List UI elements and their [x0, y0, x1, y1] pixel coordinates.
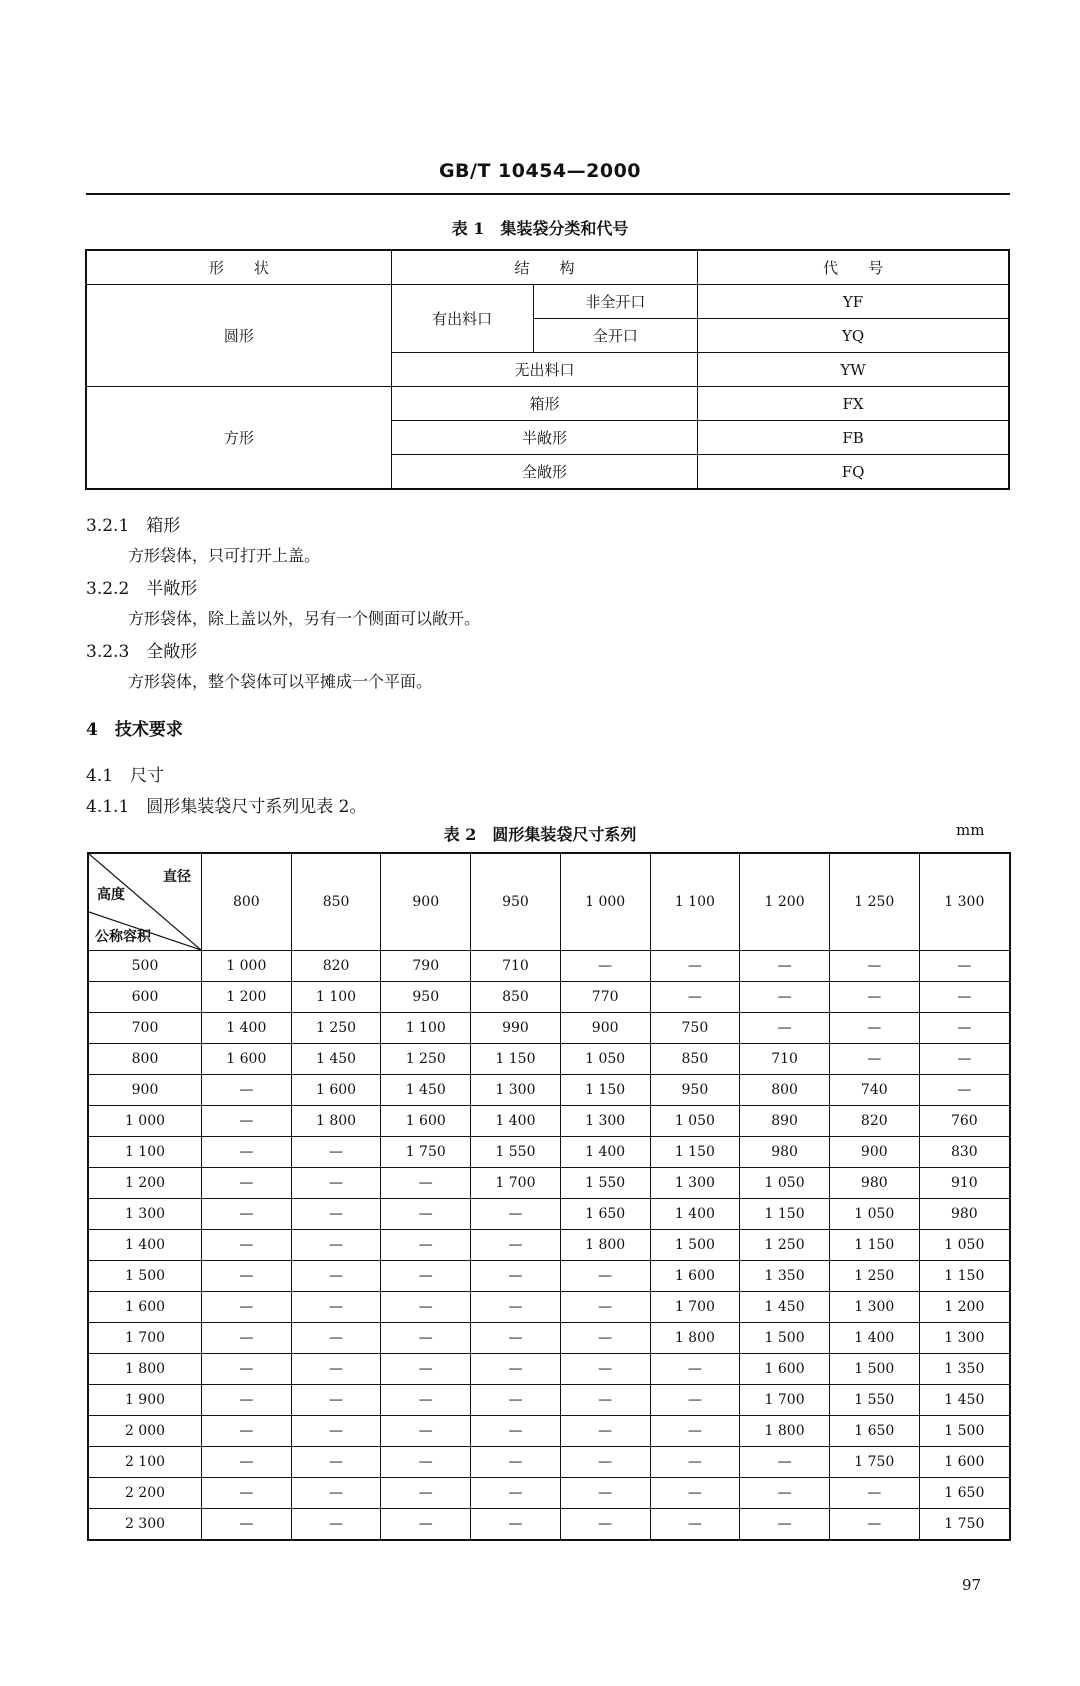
diameter-header: 850 [291, 853, 381, 951]
height-cell: — [560, 951, 650, 982]
section-3-2-3-text: 方形袋体，整个袋体可以平摊成一个平面。 [128, 672, 433, 691]
height-cell: 1 800 [650, 1323, 740, 1354]
height-cell: 1 250 [381, 1044, 471, 1075]
height-cell: — [202, 1354, 292, 1385]
height-cell: — [829, 1013, 919, 1044]
diameter-header: 950 [471, 853, 561, 951]
table-row [88, 1137, 1010, 1168]
table-row [88, 1385, 1010, 1416]
capacity-cell: 1 300 [88, 1199, 202, 1230]
height-cell: 1 650 [919, 1478, 1010, 1509]
height-cell: — [202, 1416, 292, 1447]
height-cell: 820 [829, 1106, 919, 1137]
height-cell: — [650, 1509, 740, 1541]
section-4-1-1-text: 4.1.1 圆形集装袋尺寸系列见表 2。 [86, 797, 367, 817]
height-cell: — [829, 1509, 919, 1541]
height-cell: 1 050 [919, 1230, 1010, 1261]
section-3-2-1-title: 3.2.1 箱形 [86, 516, 181, 536]
capacity-cell: 1 000 [88, 1106, 202, 1137]
structure-with-outlet: 有出料口 [391, 285, 533, 353]
height-cell: 1 600 [650, 1261, 740, 1292]
diameter-label: 直径 [163, 869, 191, 885]
height-cell: — [291, 1478, 381, 1509]
height-cell: — [381, 1478, 471, 1509]
height-cell: — [650, 1385, 740, 1416]
height-cell: — [560, 1447, 650, 1478]
height-cell: 790 [381, 951, 471, 982]
capacity-cell: 1 400 [88, 1230, 202, 1261]
table-row [88, 1013, 1010, 1044]
table-row [88, 1509, 1010, 1541]
height-cell: 850 [650, 1044, 740, 1075]
height-cell: 1 200 [202, 982, 292, 1013]
height-cell: 1 050 [829, 1199, 919, 1230]
height-cell: 1 050 [740, 1168, 830, 1199]
height-cell: 1 400 [202, 1013, 292, 1044]
height-cell: 740 [829, 1075, 919, 1106]
height-cell: — [202, 1478, 292, 1509]
capacity-cell: 600 [88, 982, 202, 1013]
classification-table [85, 249, 1010, 490]
table-row [88, 1168, 1010, 1199]
height-cell: 1 050 [650, 1106, 740, 1137]
section-4-title: 4 技术要求 [86, 720, 183, 740]
table-row [88, 1261, 1010, 1292]
height-cell: — [829, 1478, 919, 1509]
height-cell: — [740, 1509, 830, 1541]
table-row [88, 1292, 1010, 1323]
height-cell: 1 650 [829, 1416, 919, 1447]
height-cell: — [291, 1168, 381, 1199]
table2-caption: 表 2 圆形集装袋尺寸系列 [443, 825, 637, 844]
height-cell: — [291, 1261, 381, 1292]
height-cell: 1 450 [291, 1044, 381, 1075]
table-row [88, 1075, 1010, 1106]
table-row [88, 1323, 1010, 1354]
diameter-header: 1 000 [560, 853, 650, 951]
section-3-2-1-text: 方形袋体，只可打开上盖。 [128, 546, 321, 565]
height-cell: — [291, 1447, 381, 1478]
height-cell: 1 750 [829, 1447, 919, 1478]
height-cell: — [829, 951, 919, 982]
capacity-cell: 900 [88, 1075, 202, 1106]
table2-unit: mm [956, 821, 985, 839]
table-row [86, 250, 1009, 285]
height-cell: 1 550 [829, 1385, 919, 1416]
diameter-header: 800 [202, 853, 292, 951]
height-cell: 1 700 [471, 1168, 561, 1199]
height-cell: 980 [740, 1137, 830, 1168]
height-cell: 900 [560, 1013, 650, 1044]
structure-full-open-square: 全敞形 [391, 455, 697, 490]
height-cell: 770 [560, 982, 650, 1013]
diameter-header: 1 200 [740, 853, 830, 951]
height-cell: — [381, 1416, 471, 1447]
height-cell: 1 150 [919, 1261, 1010, 1292]
height-cell: 1 050 [560, 1044, 650, 1075]
height-cell: — [829, 1044, 919, 1075]
height-cell: — [650, 982, 740, 1013]
height-cell: — [471, 1292, 561, 1323]
height-cell: — [919, 982, 1010, 1013]
height-cell: — [471, 1416, 561, 1447]
height-cell: 1 800 [291, 1106, 381, 1137]
height-cell: 1 350 [919, 1354, 1010, 1385]
structure-no-outlet: 无出料口 [391, 353, 697, 387]
height-cell: 1 400 [471, 1106, 561, 1137]
height-cell: — [291, 1416, 381, 1447]
height-cell: 1 250 [740, 1230, 830, 1261]
header-code: 代 号 [698, 250, 1009, 285]
capacity-cell: 700 [88, 1013, 202, 1044]
capacity-cell: 1 200 [88, 1168, 202, 1199]
table-header-row [88, 853, 1010, 951]
height-cell: — [202, 1199, 292, 1230]
table-row [88, 1416, 1010, 1447]
height-cell: — [471, 1230, 561, 1261]
height-cell: — [381, 1447, 471, 1478]
height-cell: 1 400 [650, 1199, 740, 1230]
height-cell: — [202, 1075, 292, 1106]
height-cell: — [560, 1354, 650, 1385]
height-cell: — [202, 1106, 292, 1137]
height-cell: 1 800 [560, 1230, 650, 1261]
capacity-cell: 1 600 [88, 1292, 202, 1323]
code-fq: FQ [698, 455, 1009, 490]
code-yw: YW [698, 353, 1009, 387]
height-cell: — [650, 1478, 740, 1509]
height-cell: — [919, 1044, 1010, 1075]
height-cell: — [650, 1354, 740, 1385]
height-cell: 1 150 [740, 1199, 830, 1230]
section-3-2-3-title: 3.2.3 全敞形 [86, 642, 198, 662]
height-cell: 1 800 [740, 1416, 830, 1447]
height-cell: 1 550 [471, 1137, 561, 1168]
height-cell: 710 [740, 1044, 830, 1075]
capacity-cell: 2 200 [88, 1478, 202, 1509]
height-cell: — [291, 1199, 381, 1230]
height-label: 高度 [97, 887, 125, 903]
height-cell: 1 150 [560, 1075, 650, 1106]
height-cell: — [381, 1385, 471, 1416]
height-cell: — [471, 1447, 561, 1478]
height-cell: — [291, 1385, 381, 1416]
height-cell: — [919, 951, 1010, 982]
table-row [88, 1106, 1010, 1137]
height-cell: 750 [650, 1013, 740, 1044]
capacity-cell: 500 [88, 951, 202, 982]
height-cell: 1 300 [919, 1323, 1010, 1354]
height-cell: 1 450 [919, 1385, 1010, 1416]
height-cell: 830 [919, 1137, 1010, 1168]
height-cell: — [919, 1075, 1010, 1106]
height-cell: — [291, 1230, 381, 1261]
height-cell: — [381, 1230, 471, 1261]
height-cell: 1 750 [381, 1137, 471, 1168]
header-rule [86, 193, 1010, 195]
table-row [88, 1044, 1010, 1075]
height-cell: 950 [381, 982, 471, 1013]
table-row [88, 1354, 1010, 1385]
height-cell: 1 450 [381, 1075, 471, 1106]
height-cell: 800 [740, 1075, 830, 1106]
height-cell: 1 000 [202, 951, 292, 982]
diameter-header: 1 100 [650, 853, 740, 951]
code-yf: YF [698, 285, 1009, 319]
height-cell: — [381, 1323, 471, 1354]
height-cell: 1 100 [291, 982, 381, 1013]
height-cell: 710 [471, 951, 561, 982]
height-cell: — [202, 1261, 292, 1292]
height-cell: 980 [829, 1168, 919, 1199]
height-cell: — [202, 1230, 292, 1261]
capacity-cell: 1 900 [88, 1385, 202, 1416]
capacity-cell: 2 300 [88, 1509, 202, 1541]
height-cell: 1 150 [471, 1044, 561, 1075]
height-cell: 1 600 [291, 1075, 381, 1106]
height-cell: — [650, 1416, 740, 1447]
table1-caption: 表 1 集装袋分类和代号 [451, 219, 629, 238]
height-cell: — [202, 1323, 292, 1354]
height-cell: — [471, 1323, 561, 1354]
shape-round: 圆形 [86, 285, 391, 387]
section-3-2-2-text: 方形袋体，除上盖以外，另有一个侧面可以敞开。 [128, 609, 481, 628]
capacity-cell: 1 700 [88, 1323, 202, 1354]
height-cell: — [471, 1385, 561, 1416]
shape-square: 方形 [86, 387, 391, 490]
capacity-cell: 1 500 [88, 1261, 202, 1292]
height-cell: 1 300 [829, 1292, 919, 1323]
height-cell: — [291, 1137, 381, 1168]
height-cell: 1 150 [650, 1137, 740, 1168]
table-row [86, 387, 1009, 421]
height-cell: 950 [650, 1075, 740, 1106]
height-cell: — [471, 1199, 561, 1230]
height-cell: 1 500 [829, 1354, 919, 1385]
table-row [88, 1199, 1010, 1230]
height-cell: — [650, 1447, 740, 1478]
page-number: 97 [962, 1576, 982, 1594]
height-cell: 900 [829, 1137, 919, 1168]
height-cell: 820 [291, 951, 381, 982]
height-cell: — [291, 1354, 381, 1385]
height-cell: 1 250 [291, 1013, 381, 1044]
height-cell: 1 700 [650, 1292, 740, 1323]
capacity-cell: 1 800 [88, 1354, 202, 1385]
height-cell: 1 300 [560, 1106, 650, 1137]
height-cell: — [202, 1509, 292, 1541]
table-row [88, 1447, 1010, 1478]
height-cell: 1 300 [471, 1075, 561, 1106]
height-cell: 1 600 [919, 1447, 1010, 1478]
height-cell: 1 150 [829, 1230, 919, 1261]
height-cell: 1 600 [202, 1044, 292, 1075]
height-cell: 1 750 [919, 1509, 1010, 1541]
height-cell: 1 400 [560, 1137, 650, 1168]
height-cell: — [829, 982, 919, 1013]
height-cell: — [740, 1478, 830, 1509]
height-cell: 980 [919, 1199, 1010, 1230]
table-row [86, 285, 1009, 319]
code-fb: FB [698, 421, 1009, 455]
code-fx: FX [698, 387, 1009, 421]
diameter-header: 1 300 [919, 853, 1010, 951]
structure-semi-open: 半敞形 [391, 421, 697, 455]
height-cell: — [560, 1416, 650, 1447]
height-cell: — [381, 1509, 471, 1541]
height-cell: 1 500 [919, 1416, 1010, 1447]
standard-code: GB/T 10454—2000 [438, 160, 642, 182]
diameter-header: 900 [381, 853, 471, 951]
height-cell: 910 [919, 1168, 1010, 1199]
section-3-2-2-title: 3.2.2 半敞形 [86, 579, 198, 599]
capacity-cell: 2 000 [88, 1416, 202, 1447]
height-cell: — [291, 1509, 381, 1541]
table-row [88, 1230, 1010, 1261]
height-cell: 1 600 [740, 1354, 830, 1385]
height-cell: 890 [740, 1106, 830, 1137]
diameter-header: 1 250 [829, 853, 919, 951]
height-cell: — [560, 1478, 650, 1509]
capacity-label: 公称容积 [95, 929, 151, 945]
height-cell: 1 350 [740, 1261, 830, 1292]
height-cell: 1 400 [829, 1323, 919, 1354]
capacity-cell: 2 100 [88, 1447, 202, 1478]
height-cell: 1 550 [560, 1168, 650, 1199]
height-cell: — [202, 1292, 292, 1323]
height-cell: 1 500 [740, 1323, 830, 1354]
height-cell: 1 250 [829, 1261, 919, 1292]
height-cell: — [650, 951, 740, 982]
height-cell: — [560, 1261, 650, 1292]
height-cell: 1 450 [740, 1292, 830, 1323]
height-cell: — [202, 1168, 292, 1199]
height-cell: — [919, 1013, 1010, 1044]
height-cell: — [471, 1261, 561, 1292]
size-series-table [87, 852, 1011, 1541]
height-cell: — [471, 1478, 561, 1509]
header-shape: 形 状 [86, 250, 391, 285]
height-cell: — [740, 951, 830, 982]
height-cell: — [560, 1385, 650, 1416]
structure-full-open: 全开口 [533, 319, 698, 353]
height-cell: — [471, 1509, 561, 1541]
height-cell: 1 650 [560, 1199, 650, 1230]
height-cell: — [381, 1292, 471, 1323]
height-cell: — [560, 1509, 650, 1541]
table-row [88, 1478, 1010, 1509]
table-row [88, 951, 1010, 982]
table-row [88, 982, 1010, 1013]
height-cell: 1 500 [650, 1230, 740, 1261]
height-cell: — [202, 1137, 292, 1168]
height-cell: — [381, 1354, 471, 1385]
section-4-1-title: 4.1 尺寸 [86, 766, 165, 786]
height-cell: 1 100 [381, 1013, 471, 1044]
height-cell: — [740, 1447, 830, 1478]
height-cell: — [560, 1292, 650, 1323]
height-cell: — [740, 1013, 830, 1044]
height-cell: 1 700 [740, 1385, 830, 1416]
height-cell: — [291, 1323, 381, 1354]
height-cell: 1 200 [919, 1292, 1010, 1323]
height-cell: 1 600 [381, 1106, 471, 1137]
height-cell: 850 [471, 982, 561, 1013]
height-cell: — [560, 1323, 650, 1354]
height-cell: — [381, 1199, 471, 1230]
capacity-cell: 800 [88, 1044, 202, 1075]
height-cell: 760 [919, 1106, 1010, 1137]
height-cell: — [740, 982, 830, 1013]
height-cell: — [381, 1261, 471, 1292]
height-cell: — [202, 1447, 292, 1478]
height-cell: — [381, 1168, 471, 1199]
height-cell: — [471, 1354, 561, 1385]
height-cell: 990 [471, 1013, 561, 1044]
structure-partial-open: 非全开口 [533, 285, 698, 319]
structure-box: 箱形 [391, 387, 697, 421]
height-cell: — [291, 1292, 381, 1323]
height-cell: 1 300 [650, 1168, 740, 1199]
capacity-cell: 1 100 [88, 1137, 202, 1168]
code-yq: YQ [698, 319, 1009, 353]
corner-header-cell [88, 853, 202, 951]
header-structure: 结 构 [391, 250, 697, 285]
height-cell: — [202, 1385, 292, 1416]
